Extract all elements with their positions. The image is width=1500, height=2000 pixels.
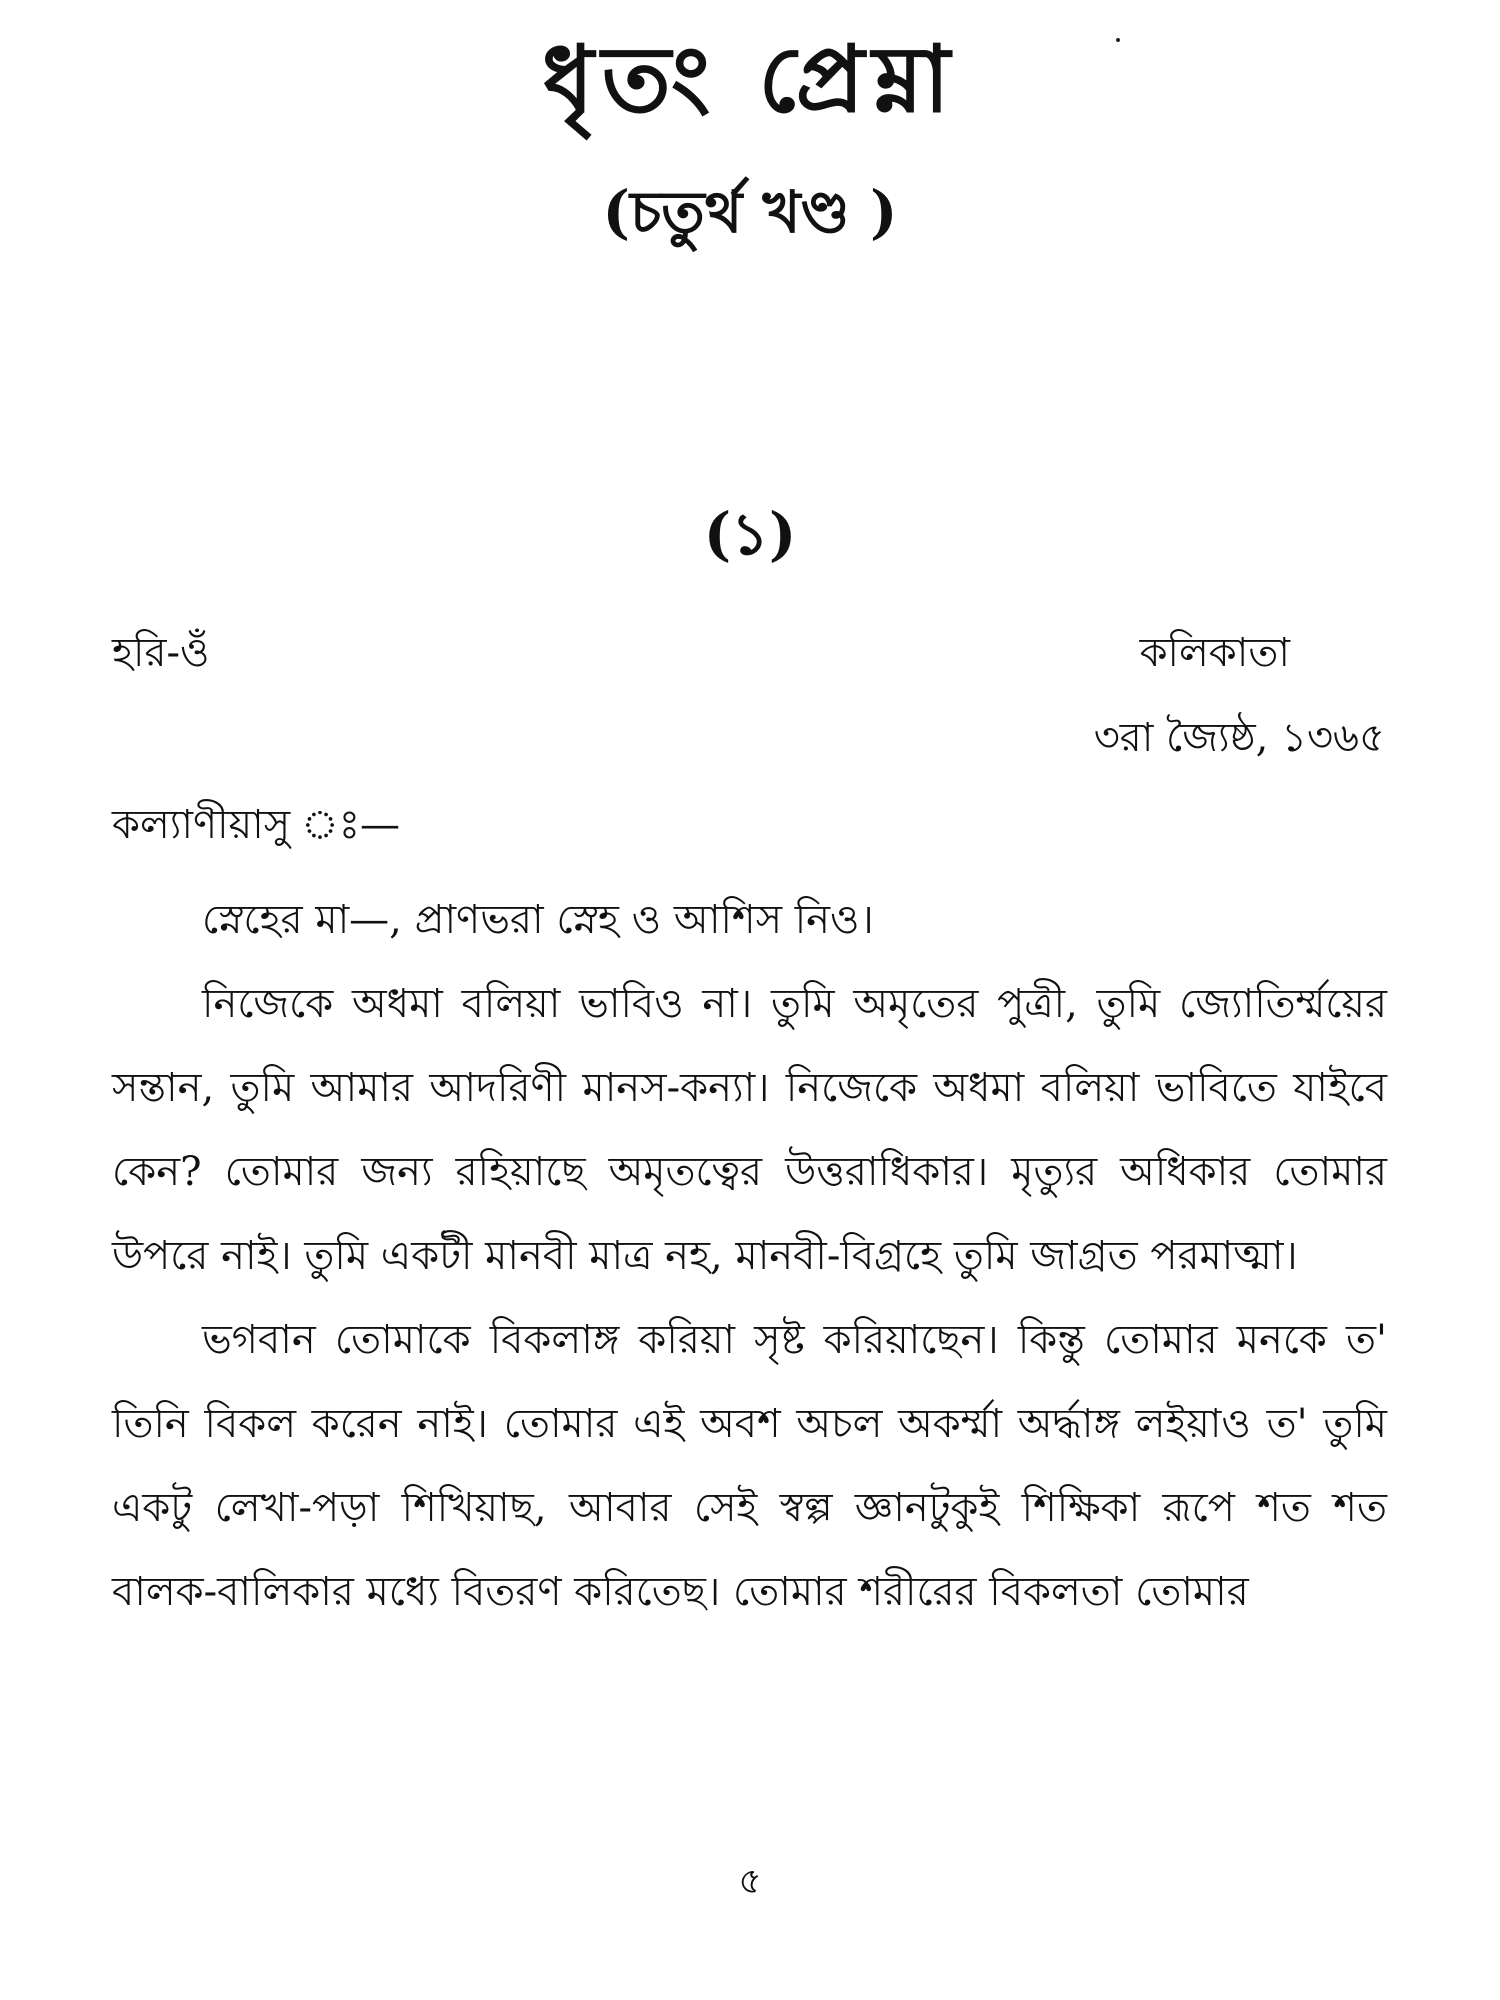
paragraph-self-worth: নিজেকে অধমা বলিয়া ভাবিও না। তুমি অমৃতের পুত্রী, তুমি জ্যোতির্ম্ময়ের সন্তান, তুমি আমার আদরিণী মানস-কন্যা। নিজেকে অধমা বলিয়া ভাবিতে যাইবে কেন? তোমার জন্য রহিয়াছে অমৃতত্বের উত্তরাধিকার। মৃত্যুর অধিকার তোমার উপরে নাই। তুমি একটী মানবী মাত্র নহ, মানবী-বিগ্রহে তুমি জাগ্রত পরমাত্মা। — [112, 981, 1387, 1279]
paragraph-greeting: স্নেহের মা—, প্রাণভরা স্নেহ ও আশিস নিও। — [202, 897, 874, 943]
ink-speck — [1116, 38, 1120, 42]
letter-salutation: হরি-ওঁ — [112, 630, 210, 676]
letter-place: কলিকাতা — [1139, 630, 1290, 676]
letter-number: (১) — [703, 500, 797, 568]
letter-body — [112, 878, 1387, 1634]
letter-date: ৩রা জ্যৈষ্ঠ, ১৩৬৫ — [1093, 715, 1385, 761]
volume-subtitle: (চতুর্থ খণ্ড ) — [602, 178, 898, 246]
page-title: ধৃতং প্রেম্না — [542, 25, 958, 133]
page-number: ৫ — [738, 1861, 762, 1902]
letter-address: কল্যাণীয়াসু ঃ— — [112, 802, 401, 848]
paragraph-disability: ভগবান তোমাকে বিকলাঙ্গ করিয়া সৃষ্ট করিয়াছেন। কিন্তু তোমার মনকে ত' তিনি বিকল করেন নাই। তোমার এই অবশ অচল অকর্ম্মা অর্দ্ধাঙ্গ লইয়াও ত' তুমি একটু লেখা-পড়া শিখিয়াছ, আবার সেই স্বল্প জ্ঞানটুকুই শিক্ষিকা রূপে শত শত বালক-বালিকার মধ্যে বিতরণ করিতেছ। তোমার শরীরের বিকলতা তোমার — [112, 1317, 1387, 1615]
